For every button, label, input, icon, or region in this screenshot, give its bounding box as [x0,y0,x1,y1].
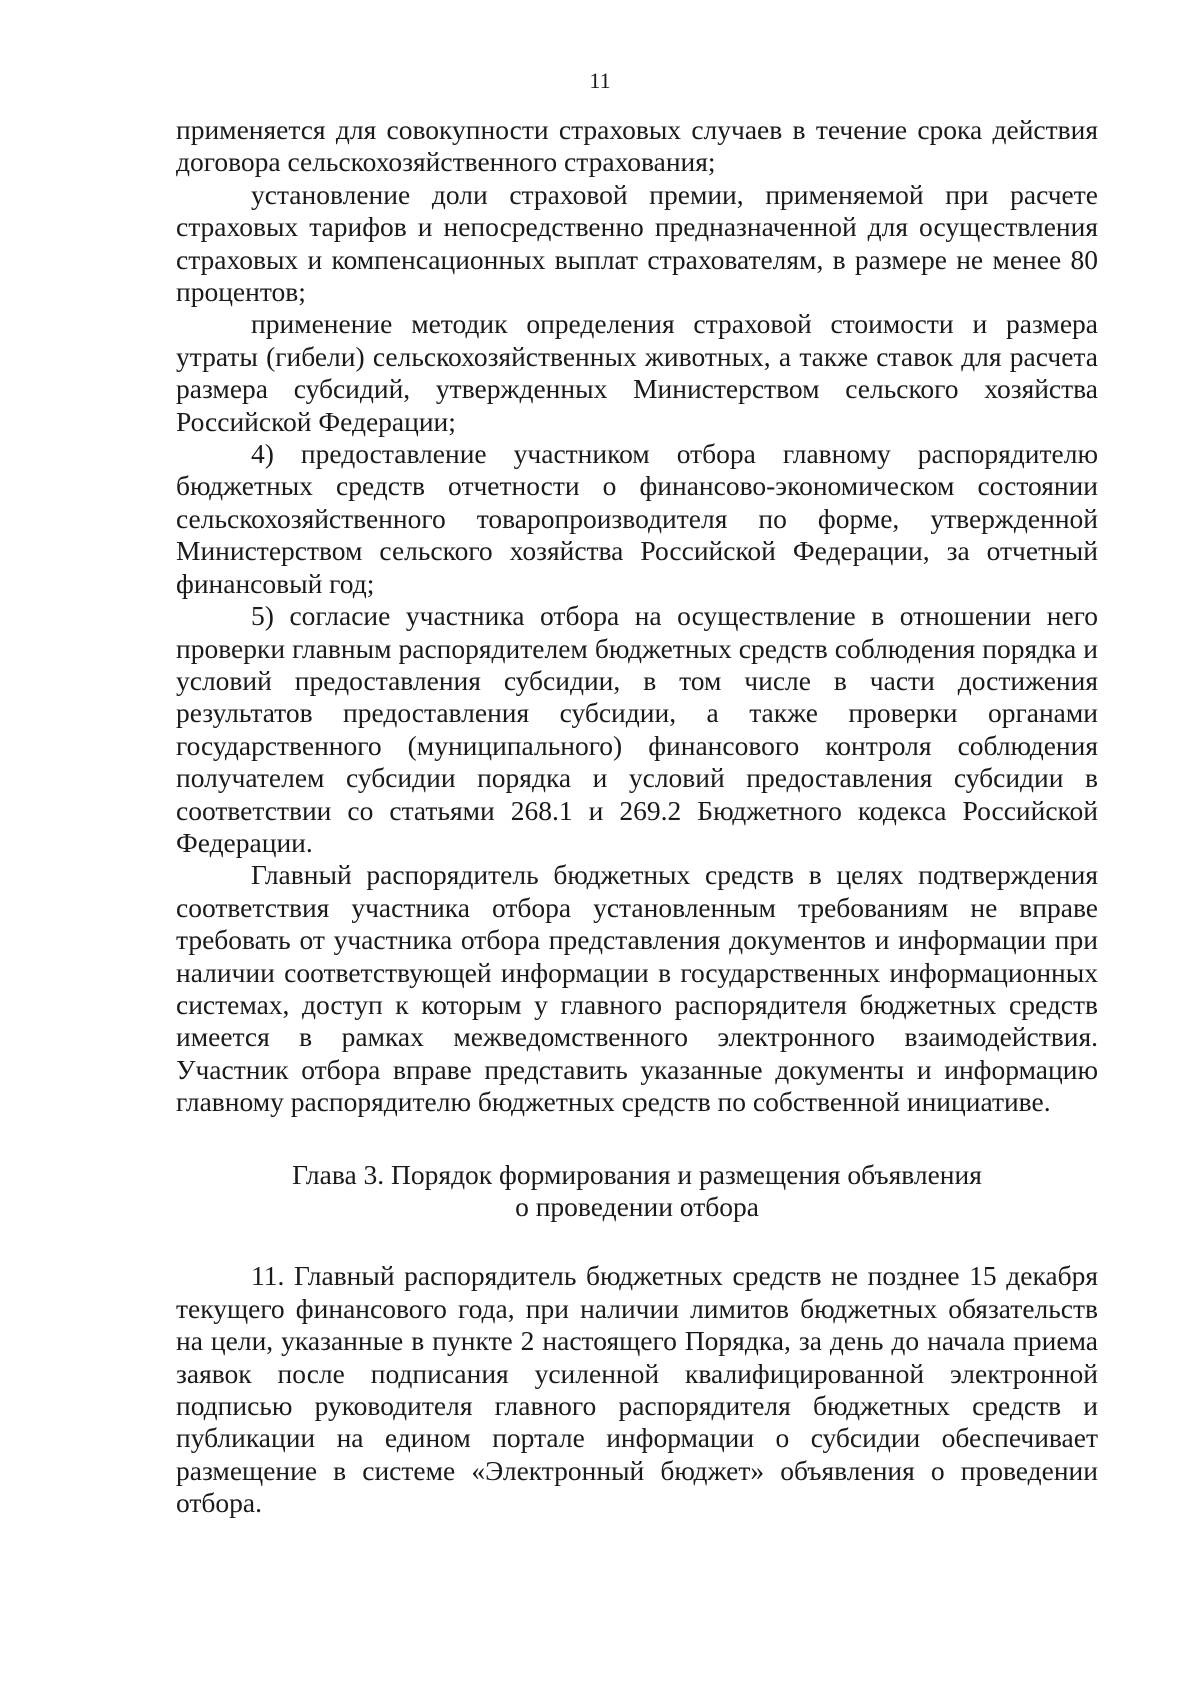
paragraph-item-5: 5) согласие участника отбора на осуществление в отношении него проверки главным распорядителем бюджетных средств соблюдения порядка и условий предоставления субсидии, в том числе в части достижения результатов предоставления субсидии, а также проверки органами государственного (муниципального) финансового контроля соблюдения получателем субсидии порядка и условий предоставления субсидии в соответствии со статьями 268.1 и 269.2 Бюджетного кодекса Российской Федерации. [176,600,1098,858]
paragraph-chief-administrator: Главный распорядитель бюджетных средств в целях подтверждения соответствия участника отбора установленным требованиям не вправе требовать от участника отбора представления документов и информации при наличии соответствующей информации в государственных информационных системах, доступ к которым у главного распорядителя бюджетных средств имеется в рамках межведомственного электронного взаимодействия. Участник отбора вправе представить указанные документы и информацию главному распорядителю бюджетных средств по собственной инициативе. [176,859,1098,1118]
paragraph-item-11: 11. Главный распорядитель бюджетных средств не позднее 15 декабря текущего финансового года, при наличии лимитов бюджетных обязательств на цели, указанные в пункте 2 настоящего Порядка, за день до начала приема заявок после подписания усиленной квалифицированной электронной подписью руководителя главного распорядителя бюджетных средств и публикации на едином портале информации о субсидии обеспечивает размещение в системе «Электронный бюджет» объявления о проведении отбора. [176,1260,1098,1519]
page-number: 11 [589,68,611,93]
document-body [176,114,1098,1520]
chapter-heading-line-1: Глава 3. Порядок формирования и размещения объявления [292,1158,982,1190]
paragraph-premium-share: установление доли страховой премии, применяемой при расчете страховых тарифов и непосредственно предназначенной для осуществления страховых и компенсационных выплат страхователям, в размере не менее 80 процентов; [176,178,1098,308]
paragraph-item-4: 4) предоставление участником отбора главному распорядителю бюджетных средств отчетности о финансово-экономическом состоянии сельскохозяйственного товаропроизводителя по форме, утвержденной Министерством сельского хозяйства Российской Федерации, за отчетный финансовый год; [176,438,1098,599]
paragraph-continuation: применяется для совокупности страховых случаев в течение срока действия договора сельскохозяйственного страхования; [176,114,1098,178]
paragraph-methodology: применение методик определения страховой стоимости и размера утраты (гибели) сельскохозяйственных животных, а также ставок для расчета размера субсидий, утвержденных Министерством сельского хозяйства Российской Федерации; [176,308,1098,437]
chapter-heading-line-2: о проведении отбора [515,1191,759,1222]
chapter-heading [176,1159,1098,1224]
